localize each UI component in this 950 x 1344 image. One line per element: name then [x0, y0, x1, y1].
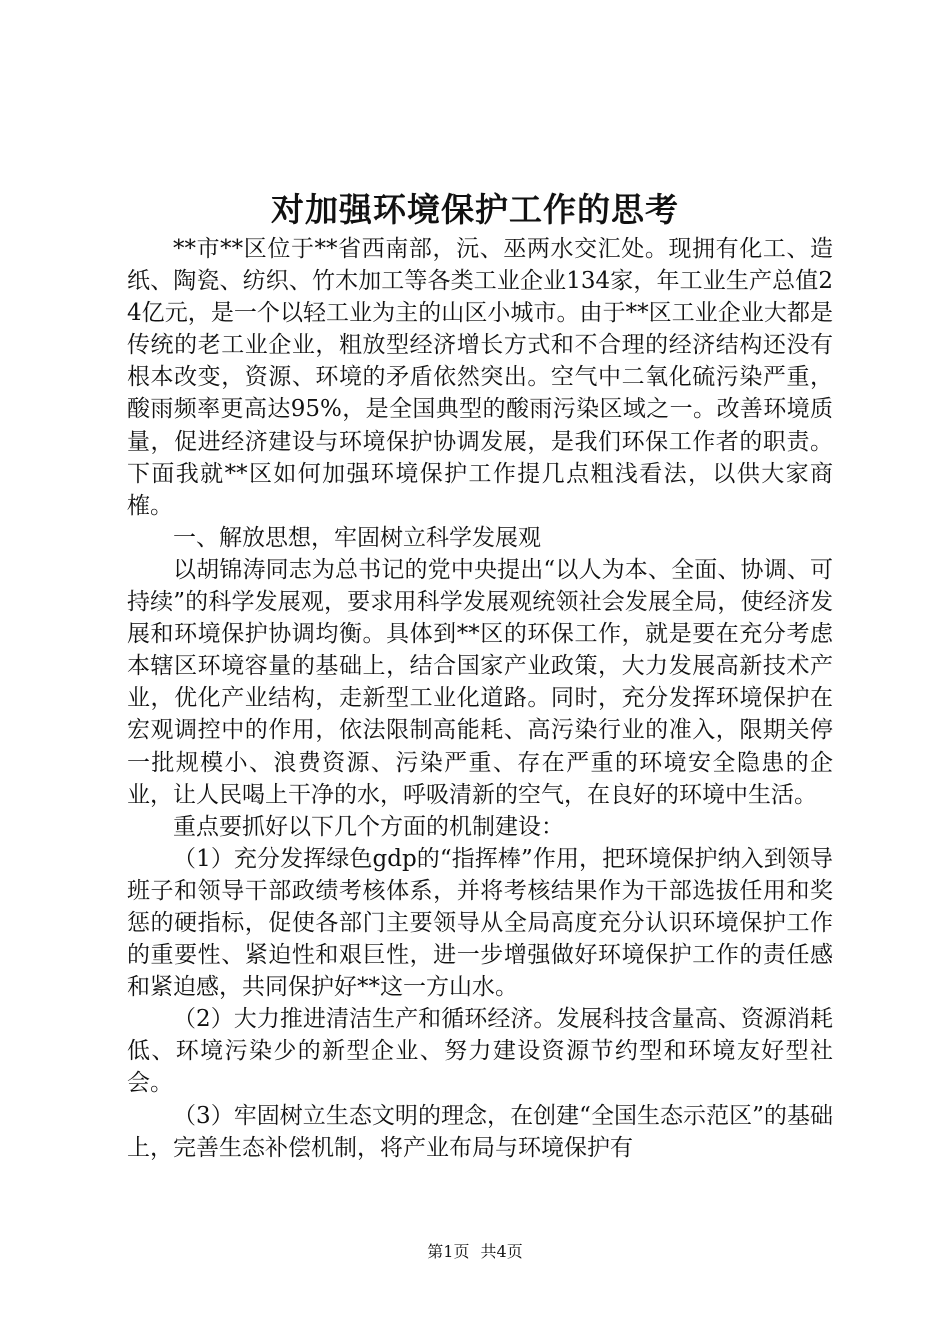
page-footer	[0, 1240, 950, 1264]
page-total: 共4页	[480, 1242, 523, 1261]
paragraph-point-2: （2）大力推进清洁生产和循环经济。发展科技含量高、资源消耗低、环境污染少的新型企业、努力建设资源节约型和环境友好型社会。	[127, 1006, 833, 1097]
paragraph-key-points: 重点要抓好以下几个方面的机制建设：	[173, 813, 564, 840]
paragraph-point-3: （3）牢固树立生态文明的理念，在创建“全国生态示范区”的基础上，完善生态补偿机制，将产业布局与环境保护有	[127, 1102, 833, 1161]
page-number: 第1页	[427, 1242, 470, 1261]
document-body	[127, 233, 833, 1164]
document-title: 对加强环境保护工作的思考	[271, 190, 679, 229]
paragraph-intro: **市**区位于**省西南部，沅、巫两水交汇处。现拥有化工、造纸、陶瓷、纺织、竹木加工等各类工业企业134家，年工业生产总值24亿元，是一个以轻工业为主的山区小城市。由于**区工业企业大都是传统的老工业企业，粗放型经济增长方式和不合理的经济结构还没有根本改变，资源、环境的矛盾依然突出。空气中二氧化硫污染严重，酸雨频率更高达95%，是全国典型的酸雨污染区域之一。改善环境质量，促进经济建设与环境保护协调发展，是我们环保工作者的职责。下面我就**区如何加强环境保护工作提几点粗浅看法，以供大家商榷。	[127, 236, 833, 519]
paragraph-section-1: 以胡锦涛同志为总书记的党中央提出“以人为本、全面、协调、可持续”的科学发展观，要求用科学发展观统领社会发展全局，使经济发展和环境保护协调均衡。具体到**区的环保工作，就是要在充分考虑本辖区环境容量的基础上，结合国家产业政策，大力发展高新技术产业，优化产业结构，走新型工业化道路。同时，充分发挥环境保护在宏观调控中的作用，依法限制高能耗、高污染行业的准入，限期关停一批规模小、浪费资源、污染严重、存在严重的环境安全隐患的企业，让人民喝上干净的水，呼吸清新的空气，在良好的环境中生活。	[127, 556, 833, 808]
section-heading-1: 一、解放思想，牢固树立科学发展观	[173, 524, 541, 551]
paragraph-point-1: （1）充分发挥绿色gdp的“指挥棒”作用，把环境保护纳入到领导班子和领导干部政绩考核体系，并将考核结果作为干部选拔任用和奖惩的硬指标，促使各部门主要领导从全局高度充分认识环境保护工作的重要性、紧迫性和艰巨性，进一步增强做好环境保护工作的责任感和紧迫感，共同保护好**这一方山水。	[127, 845, 833, 1001]
